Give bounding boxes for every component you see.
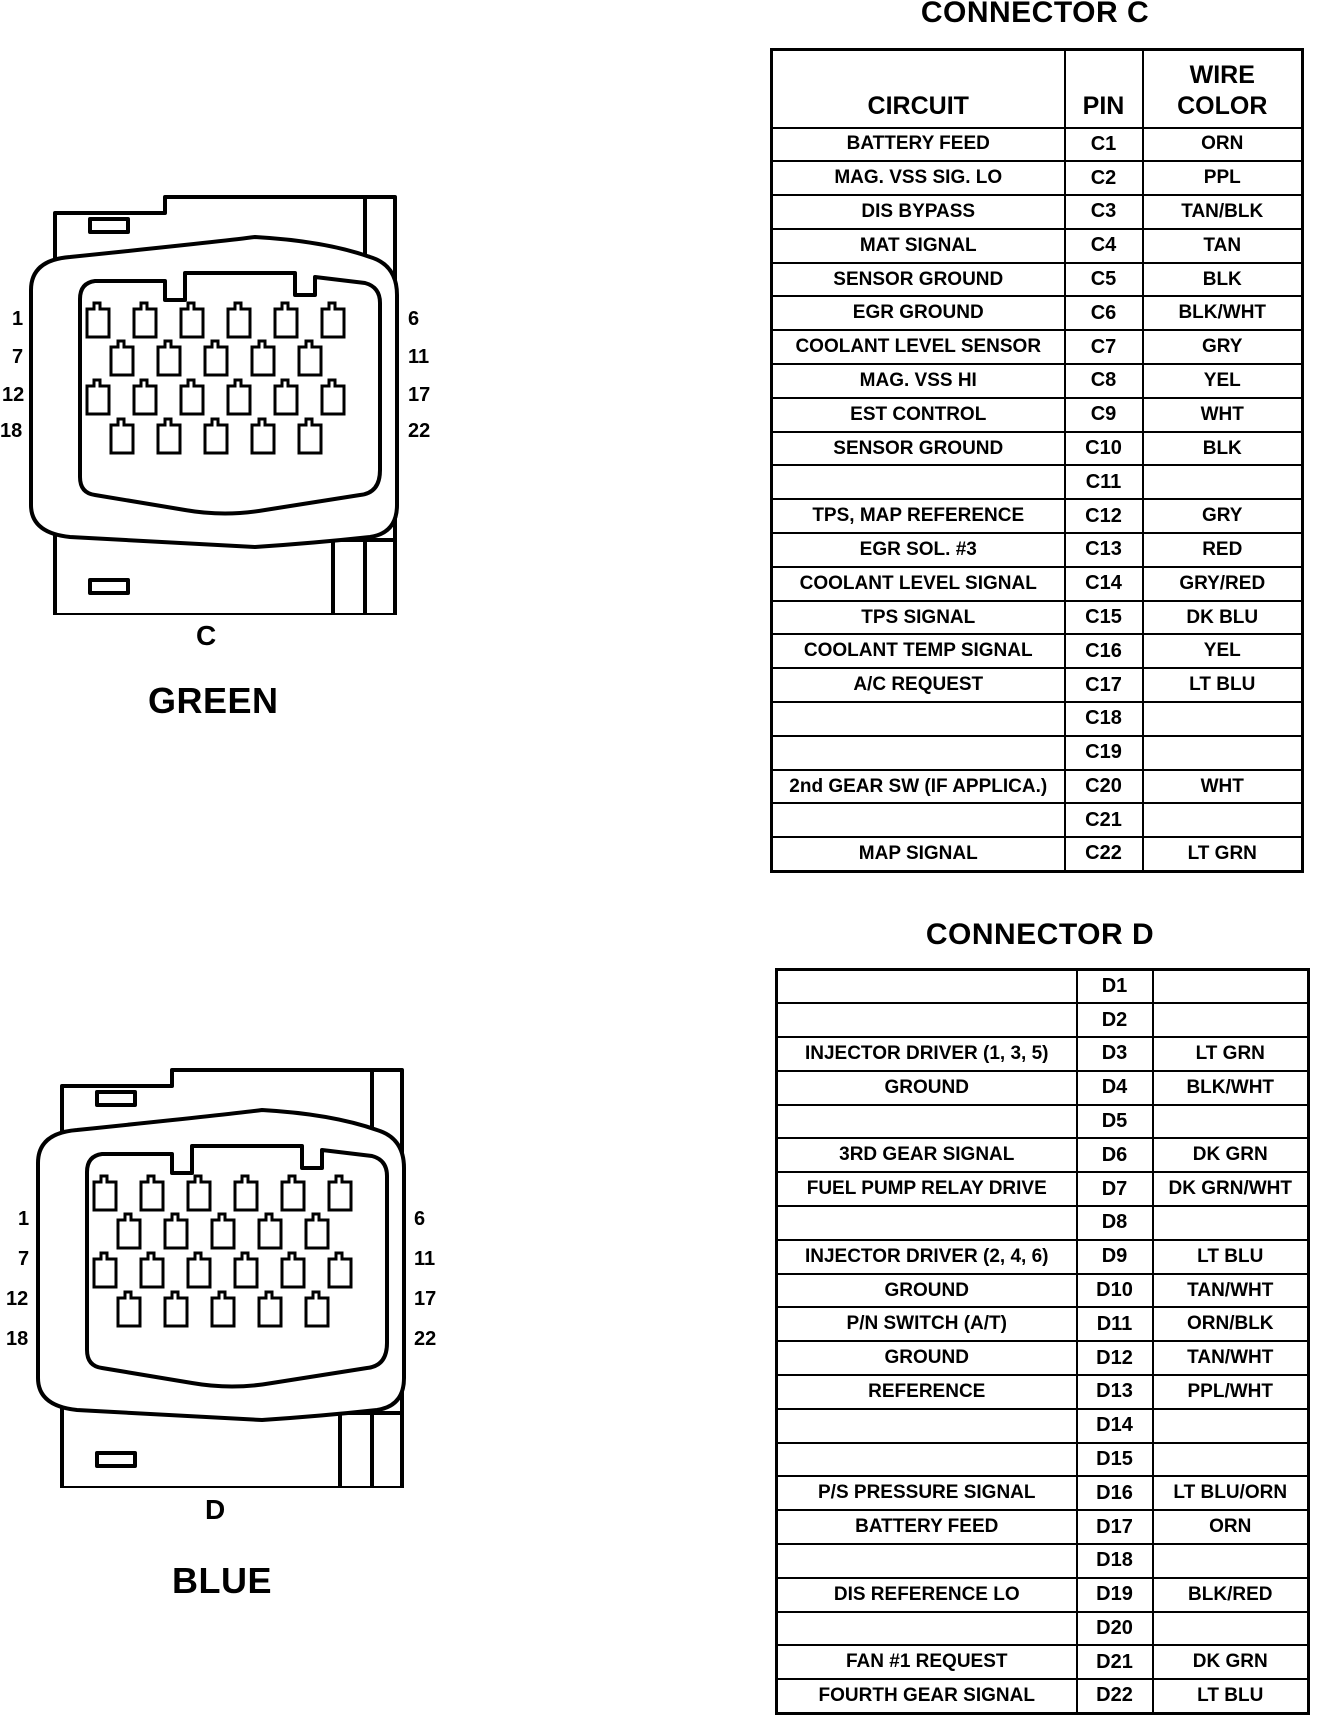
pin-socket-6	[329, 1176, 351, 1210]
pin-cell: D20	[1077, 1612, 1153, 1646]
pin-cell: C12	[1065, 499, 1143, 533]
pin-cell: D12	[1077, 1341, 1153, 1375]
pin-socket-10	[252, 341, 274, 375]
pin-socket-11	[306, 1214, 328, 1248]
table-row	[777, 1578, 1309, 1612]
pin-label-18: 18	[0, 420, 23, 442]
pin-socket-22	[299, 419, 321, 453]
table-row	[772, 702, 1303, 736]
table-row	[777, 1003, 1309, 1037]
pin-socket-16	[282, 1253, 304, 1287]
pin-cell: C1	[1065, 128, 1143, 162]
circuit-cell	[777, 1409, 1077, 1443]
pin-label-11: 11	[408, 346, 430, 368]
circuit-cell	[777, 1443, 1077, 1477]
wire-color-cell	[1153, 1409, 1309, 1443]
pin-cell: C2	[1065, 161, 1143, 195]
pin-socket-7	[111, 341, 133, 375]
table-row	[777, 1071, 1309, 1105]
circuit-cell	[777, 1105, 1077, 1139]
pin-cell: C11	[1065, 465, 1143, 499]
circuit-cell: P/N SWITCH (A/T)	[777, 1307, 1077, 1341]
pin-label-12: 12	[6, 1288, 29, 1310]
pin-cell: D5	[1077, 1105, 1153, 1139]
wire-color-cell	[1153, 1003, 1309, 1037]
pin-socket-8	[165, 1214, 187, 1248]
pin-socket-14	[181, 380, 203, 414]
table-row	[777, 1679, 1309, 1713]
table-row	[772, 432, 1303, 466]
pin-label-18: 18	[6, 1328, 29, 1350]
table-row	[777, 1375, 1309, 1409]
wire-color-cell	[1153, 970, 1309, 1004]
connector-d-rows	[777, 970, 1309, 1714]
connector-c-table	[770, 48, 1304, 873]
wire-color-cell: ORN/BLK	[1153, 1307, 1309, 1341]
pin-label-7: 7	[18, 1248, 30, 1270]
wire-color-cell: BLK	[1143, 263, 1303, 297]
table-row	[772, 364, 1303, 398]
pin-cell: C21	[1065, 803, 1143, 837]
wire-color-cell	[1143, 736, 1303, 770]
wire-color-cell: RED	[1143, 533, 1303, 567]
pin-cell: C4	[1065, 229, 1143, 263]
pin-cell: D10	[1077, 1274, 1153, 1308]
wire-color-cell: LT GRN	[1153, 1037, 1309, 1071]
circuit-cell: DIS BYPASS	[772, 195, 1065, 229]
table-row	[777, 1612, 1309, 1646]
pin-label-6: 6	[414, 1208, 426, 1230]
pin-header: PIN	[1065, 50, 1143, 128]
pin-socket-17	[329, 1253, 351, 1287]
pin-cell: D7	[1077, 1172, 1153, 1206]
pin-cell: D19	[1077, 1578, 1153, 1612]
wire-color-cell: WHT	[1143, 770, 1303, 804]
pin-cell: C14	[1065, 567, 1143, 601]
pin-socket-5	[275, 303, 297, 337]
wire-color-cell	[1153, 1206, 1309, 1240]
pin-socket-2	[141, 1176, 163, 1210]
pin-cell: C10	[1065, 432, 1143, 466]
pin-socket-1	[87, 303, 109, 337]
circuit-cell: SENSOR GROUND	[772, 432, 1065, 466]
table-row	[772, 567, 1303, 601]
pin-label-7: 7	[12, 346, 24, 368]
circuit-cell: TPS SIGNAL	[772, 601, 1065, 635]
pin-socket-3	[188, 1176, 210, 1210]
pin-socket-12	[94, 1253, 116, 1287]
connector-c-diagram	[25, 195, 415, 615]
pin-socket-16	[275, 380, 297, 414]
wire-color-cell: GRY	[1143, 330, 1303, 364]
pin-cell: D14	[1077, 1409, 1153, 1443]
pin-cell: D2	[1077, 1003, 1153, 1037]
pin-socket-20	[205, 419, 227, 453]
circuit-cell: 3RD GEAR SIGNAL	[777, 1138, 1077, 1172]
circuit-header: CIRCUIT	[772, 50, 1065, 128]
wire-color-cell: TAN/WHT	[1153, 1274, 1309, 1308]
pin-label-1: 1	[12, 308, 24, 330]
wire-color-cell: DK GRN/WHT	[1153, 1172, 1309, 1206]
wire-color-cell: BLK/WHT	[1143, 296, 1303, 330]
pin-cell: C7	[1065, 330, 1143, 364]
wire-color-cell	[1143, 702, 1303, 736]
table-row	[772, 634, 1303, 668]
connector-d-color: BLUE	[172, 1560, 272, 1601]
wire-color-cell: GRY/RED	[1143, 567, 1303, 601]
pin-socket-1	[94, 1176, 116, 1210]
wire-color-header-line2: COLOR	[1177, 92, 1268, 121]
pin-label-6: 6	[408, 308, 420, 330]
circuit-cell: FUEL PUMP RELAY DRIVE	[777, 1172, 1077, 1206]
wire-color-cell: DK GRN	[1153, 1138, 1309, 1172]
pin-socket-5	[282, 1176, 304, 1210]
pin-socket-3	[181, 303, 203, 337]
pin-socket-4	[235, 1176, 257, 1210]
pin-cell: C5	[1065, 263, 1143, 297]
table-row	[772, 601, 1303, 635]
table-row	[772, 263, 1303, 297]
wire-color-cell: LT BLU	[1153, 1240, 1309, 1274]
pin-socket-9	[205, 341, 227, 375]
pin-cell: C16	[1065, 634, 1143, 668]
circuit-cell: COOLANT LEVEL SIGNAL	[772, 567, 1065, 601]
circuit-cell: EGR SOL. #3	[772, 533, 1065, 567]
table-row	[777, 1172, 1309, 1206]
table-row	[777, 1274, 1309, 1308]
pin-socket-12	[87, 380, 109, 414]
pin-cell: D1	[1077, 970, 1153, 1004]
pin-cell: C6	[1065, 296, 1143, 330]
circuit-cell: TPS, MAP REFERENCE	[772, 499, 1065, 533]
table-row	[772, 330, 1303, 364]
pin-socket-21	[259, 1292, 281, 1326]
wire-color-cell: DK GRN	[1153, 1645, 1309, 1679]
circuit-cell: BATTERY FEED	[777, 1510, 1077, 1544]
table-row	[777, 1443, 1309, 1477]
pin-socket-4	[228, 303, 250, 337]
connector-d-table	[775, 968, 1310, 1715]
circuit-cell: DIS REFERENCE LO	[777, 1578, 1077, 1612]
circuit-cell	[772, 702, 1065, 736]
table-row	[772, 736, 1303, 770]
pin-cell: D9	[1077, 1240, 1153, 1274]
pin-socket-21	[252, 419, 274, 453]
pin-cell: D11	[1077, 1307, 1153, 1341]
wire-color-cell: YEL	[1143, 364, 1303, 398]
connector-d-letter: D	[205, 1494, 226, 1525]
circuit-cell	[772, 736, 1065, 770]
connector-c-rows	[772, 128, 1303, 872]
pin-socket-8	[158, 341, 180, 375]
circuit-cell: MAP SIGNAL	[772, 837, 1065, 871]
wire-color-cell: BLK/WHT	[1153, 1071, 1309, 1105]
circuit-cell	[777, 1544, 1077, 1578]
circuit-cell	[777, 1206, 1077, 1240]
wire-color-cell: LT BLU	[1153, 1679, 1309, 1713]
table-row	[772, 398, 1303, 432]
wire-color-cell: PPL	[1143, 161, 1303, 195]
pin-label-11: 11	[414, 1248, 436, 1270]
pin-cell: D8	[1077, 1206, 1153, 1240]
pin-cell: D18	[1077, 1544, 1153, 1578]
table-row	[772, 499, 1303, 533]
circuit-cell	[777, 970, 1077, 1004]
pin-socket-15	[235, 1253, 257, 1287]
wire-color-cell: TAN	[1143, 229, 1303, 263]
table-row	[777, 1206, 1309, 1240]
table-row	[777, 1476, 1309, 1510]
pin-socket-22	[306, 1292, 328, 1326]
circuit-cell: EST CONTROL	[772, 398, 1065, 432]
table-row	[777, 1645, 1309, 1679]
pin-cell: D3	[1077, 1037, 1153, 1071]
pin-socket-19	[158, 419, 180, 453]
table-row	[772, 229, 1303, 263]
pin-cell: D21	[1077, 1645, 1153, 1679]
wire-color-cell: ORN	[1153, 1510, 1309, 1544]
pin-cell: C22	[1065, 837, 1143, 871]
table-row	[772, 465, 1303, 499]
table-row	[777, 1409, 1309, 1443]
wire-color-cell: LT BLU/ORN	[1153, 1476, 1309, 1510]
circuit-cell: SENSOR GROUND	[772, 263, 1065, 297]
wire-color-cell: TAN/WHT	[1153, 1341, 1309, 1375]
wire-color-cell: PPL/WHT	[1153, 1375, 1309, 1409]
pin-cell: D17	[1077, 1510, 1153, 1544]
circuit-cell: A/C REQUEST	[772, 668, 1065, 702]
pin-cell: C13	[1065, 533, 1143, 567]
table-row	[777, 1037, 1309, 1071]
table-row	[777, 1510, 1309, 1544]
pin-socket-18	[118, 1292, 140, 1326]
pin-label-12: 12	[2, 384, 25, 406]
pin-cell: C20	[1065, 770, 1143, 804]
table-row	[777, 1240, 1309, 1274]
pin-cell: C17	[1065, 668, 1143, 702]
pin-socket-20	[212, 1292, 234, 1326]
table-row	[777, 1544, 1309, 1578]
circuit-cell: BATTERY FEED	[772, 128, 1065, 162]
wire-color-cell: BLK	[1143, 432, 1303, 466]
circuit-cell	[772, 465, 1065, 499]
pin-cell: D22	[1077, 1679, 1153, 1713]
pin-cell: C8	[1065, 364, 1143, 398]
circuit-cell: MAG. VSS SIG. LO	[772, 161, 1065, 195]
table-row	[777, 1307, 1309, 1341]
pin-socket-7	[118, 1214, 140, 1248]
wire-color-cell	[1153, 1443, 1309, 1477]
wire-color-cell: TAN/BLK	[1143, 195, 1303, 229]
connector-d-drawing	[32, 1068, 422, 1488]
pin-cell: C18	[1065, 702, 1143, 736]
pin-label-1: 1	[18, 1208, 30, 1230]
table-row	[777, 1138, 1309, 1172]
pin-cell: C3	[1065, 195, 1143, 229]
pin-socket-6	[322, 303, 344, 337]
wire-color-cell: BLK/RED	[1153, 1578, 1309, 1612]
connector-c-drawing	[25, 195, 415, 615]
pin-socket-15	[228, 380, 250, 414]
table-row	[772, 161, 1303, 195]
pin-socket-14	[188, 1253, 210, 1287]
circuit-cell: 2nd GEAR SW (IF APPLICA.)	[772, 770, 1065, 804]
pin-cell: D16	[1077, 1476, 1153, 1510]
wire-color-cell: LT GRN	[1143, 837, 1303, 871]
wire-color-cell	[1153, 1544, 1309, 1578]
circuit-cell: GROUND	[777, 1274, 1077, 1308]
pin-cell: D15	[1077, 1443, 1153, 1477]
pin-cell: C15	[1065, 601, 1143, 635]
pin-socket-10	[259, 1214, 281, 1248]
connector-d-title: CONNECTOR D	[925, 918, 1155, 951]
connector-c-letter: C	[196, 620, 217, 651]
circuit-cell: MAT SIGNAL	[772, 229, 1065, 263]
wire-color-cell: GRY	[1143, 499, 1303, 533]
pin-label-17: 17	[408, 384, 431, 406]
wire-color-cell	[1143, 465, 1303, 499]
circuit-cell: EGR GROUND	[772, 296, 1065, 330]
pin-socket-9	[212, 1214, 234, 1248]
pin-cell: D6	[1077, 1138, 1153, 1172]
circuit-cell	[777, 1003, 1077, 1037]
table-row	[772, 195, 1303, 229]
connector-c-color: GREEN	[148, 680, 279, 721]
table-row	[777, 970, 1309, 1004]
pin-cell: C9	[1065, 398, 1143, 432]
table-row	[772, 668, 1303, 702]
circuit-cell: COOLANT LEVEL SENSOR	[772, 330, 1065, 364]
circuit-cell: GROUND	[777, 1341, 1077, 1375]
pin-cell: D13	[1077, 1375, 1153, 1409]
wire-color-cell	[1143, 803, 1303, 837]
table-row	[777, 1105, 1309, 1139]
wire-color-header-line1: WIRE	[1189, 61, 1255, 89]
pin-label-22: 22	[408, 420, 431, 442]
pin-label-22: 22	[414, 1328, 437, 1350]
pin-label-17: 17	[414, 1288, 437, 1310]
wire-color-cell	[1153, 1105, 1309, 1139]
circuit-cell: INJECTOR DRIVER (1, 3, 5)	[777, 1037, 1077, 1071]
pin-cell: D4	[1077, 1071, 1153, 1105]
table-row	[772, 803, 1303, 837]
circuit-cell: GROUND	[777, 1071, 1077, 1105]
wire-color-cell: LT BLU	[1143, 668, 1303, 702]
circuit-cell: COOLANT TEMP SIGNAL	[772, 634, 1065, 668]
pin-socket-11	[299, 341, 321, 375]
wire-color-cell: WHT	[1143, 398, 1303, 432]
circuit-cell: MAG. VSS HI	[772, 364, 1065, 398]
pin-socket-2	[134, 303, 156, 337]
wire-color-cell: ORN	[1143, 128, 1303, 162]
pin-socket-13	[134, 380, 156, 414]
circuit-cell: FOURTH GEAR SIGNAL	[777, 1679, 1077, 1713]
table-row	[772, 770, 1303, 804]
table-row	[772, 533, 1303, 567]
table-row	[772, 296, 1303, 330]
connector-d-diagram	[32, 1068, 422, 1488]
pin-cell: C19	[1065, 736, 1143, 770]
circuit-cell	[772, 803, 1065, 837]
circuit-cell: INJECTOR DRIVER (2, 4, 6)	[777, 1240, 1077, 1274]
table-row	[772, 837, 1303, 871]
table-row	[772, 128, 1303, 162]
connector-c-title: CONNECTOR C	[920, 0, 1150, 29]
pin-socket-13	[141, 1253, 163, 1287]
wire-color-cell	[1153, 1612, 1309, 1646]
circuit-cell: FAN #1 REQUEST	[777, 1645, 1077, 1679]
wire-color-header	[1143, 50, 1303, 128]
circuit-cell	[777, 1612, 1077, 1646]
table-row	[777, 1341, 1309, 1375]
wire-color-cell: YEL	[1143, 634, 1303, 668]
pin-socket-18	[111, 419, 133, 453]
pin-socket-17	[322, 380, 344, 414]
circuit-cell: REFERENCE	[777, 1375, 1077, 1409]
pin-socket-19	[165, 1292, 187, 1326]
wire-color-cell: DK BLU	[1143, 601, 1303, 635]
circuit-cell: P/S PRESSURE SIGNAL	[777, 1476, 1077, 1510]
